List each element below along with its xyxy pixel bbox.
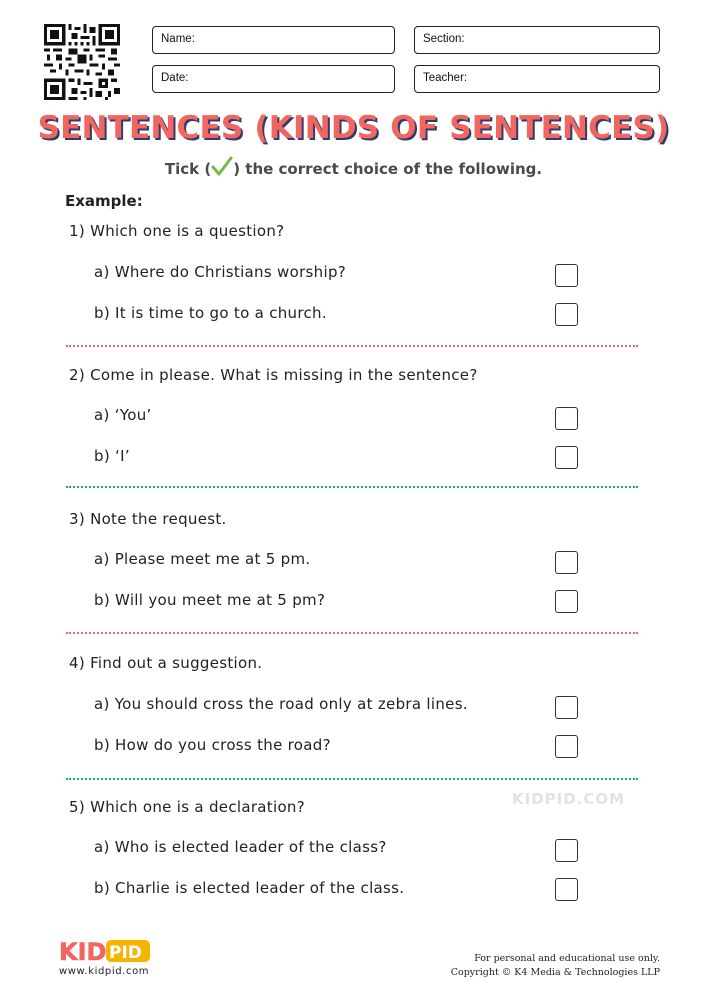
- question-2-option-a: a) ‘You’: [94, 406, 152, 424]
- question-3-option-b-checkbox[interactable]: [555, 590, 578, 613]
- question-1-option-a: a) Where do Christians worship?: [94, 263, 347, 281]
- qr-code-icon: [44, 24, 120, 100]
- divider: [66, 632, 638, 634]
- check-mark-icon: [211, 156, 233, 178]
- question-4: 4) Find out a suggestion.: [69, 654, 263, 672]
- question-2-option-a-checkbox[interactable]: [555, 407, 578, 430]
- divider: [66, 486, 638, 488]
- footer-usage-note: For personal and educational use only.: [474, 953, 660, 964]
- instruction-end: ) the correct choice of the following.: [233, 160, 543, 178]
- question-5-option-a-checkbox[interactable]: [555, 839, 578, 862]
- question-3-option-b: b) Will you meet me at 5 pm?: [94, 591, 326, 609]
- divider: [66, 778, 638, 780]
- divider: [66, 345, 638, 347]
- question-1: 1) Which one is a question?: [69, 222, 285, 240]
- question-4-option-a-checkbox[interactable]: [555, 696, 578, 719]
- question-1-option-b-checkbox[interactable]: [555, 303, 578, 326]
- question-5: 5) Which one is a declaration?: [69, 798, 305, 816]
- question-4-option-a: a) You should cross the road only at zebra lines.: [94, 695, 468, 713]
- watermark: KIDPID.COM: [512, 790, 626, 808]
- question-3-option-a: a) Please meet me at 5 pm.: [94, 550, 311, 568]
- question-3: 3) Note the request.: [69, 510, 227, 528]
- svg-text:KID: KID: [59, 938, 107, 966]
- instruction-start: Tick (: [164, 160, 212, 178]
- teacher-field[interactable]: Teacher:: [414, 65, 660, 93]
- question-5-option-b-checkbox[interactable]: [555, 878, 578, 901]
- page-title: SENTENCES (KINDS OF SENTENCES): [37, 110, 670, 146]
- section-field[interactable]: Section:: [414, 26, 660, 54]
- svg-text:PID: PID: [109, 943, 142, 963]
- question-5-option-a: a) Who is elected leader of the class?: [94, 838, 387, 856]
- question-2: 2) Come in please. What is missing in the sentence?: [69, 366, 478, 384]
- kidpid-logo: [58, 936, 152, 966]
- name-field[interactable]: Name:: [152, 26, 395, 54]
- question-5-option-b: b) Charlie is elected leader of the class.: [94, 879, 405, 897]
- question-4-option-b: b) How do you cross the road?: [94, 736, 331, 754]
- question-1-option-a-checkbox[interactable]: [555, 264, 578, 287]
- question-1-option-b: b) It is time to go to a church.: [94, 304, 327, 322]
- question-2-option-b: b) ‘I’: [94, 447, 130, 465]
- question-2-option-b-checkbox[interactable]: [555, 446, 578, 469]
- question-4-option-b-checkbox[interactable]: [555, 735, 578, 758]
- date-field[interactable]: Date:: [152, 65, 395, 93]
- logo-url: www.kidpid.com: [59, 966, 150, 977]
- instruction: [0, 156, 707, 178]
- footer-copyright: Copyright © K4 Media & Technologies LLP: [450, 967, 660, 978]
- question-3-option-a-checkbox[interactable]: [555, 551, 578, 574]
- example-label: Example:: [65, 192, 143, 210]
